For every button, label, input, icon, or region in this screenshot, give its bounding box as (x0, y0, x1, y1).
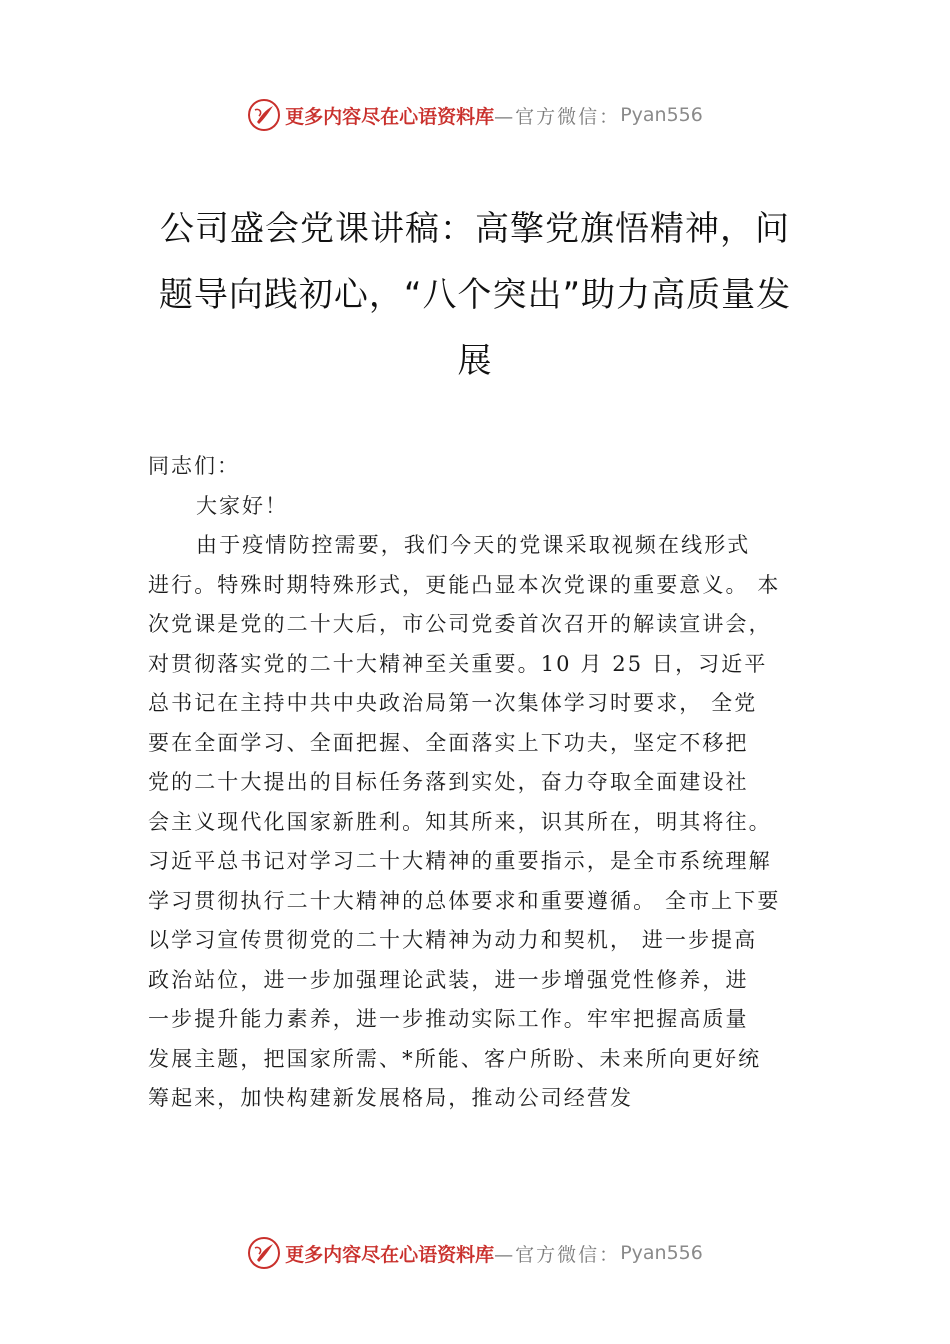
body-paragraph (148, 526, 828, 1119)
body-line: 要在全面学习、全面把握、全面落实上下功夫，坚定不移把 (148, 730, 749, 755)
header-watermark (0, 95, 950, 135)
ink-brush-seal-icon (247, 98, 281, 132)
body-line: 发展主题，把国家所需、*所能、客户所盼、未来所向更好统 (148, 1046, 762, 1071)
body-line: 会主义现代化国家新胜利。知其所来，识其所在，明其将往。 (148, 809, 772, 834)
body-line: 以学习宣传贯彻党的二十大精神为动力和契机， 进一步提高 (148, 928, 758, 952)
body-line: 进行。特殊时期特殊形式，更能凸显本次党课的重要意义。 本 (148, 572, 781, 597)
body-line: 次党课是党的二十大后，市公司党委首次召开的解读宣讲会， (148, 612, 772, 636)
greeting: 大家好！ (196, 494, 288, 518)
ink-brush-seal-icon (247, 1236, 281, 1270)
body-line: 一步提升能力素养，进一步推动实际工作。牢牢把握高质量 (148, 1007, 749, 1031)
watermark-wechat-label: —官方微信： (494, 105, 621, 128)
watermark-label: 更多内容尽在心语资料库 (285, 105, 495, 128)
document-title: 公司盛会党课讲稿：高擎党旗悟精神，问题导向践初心，“八个突出”助力高质量发展 (158, 209, 792, 381)
watermark-label: 更多内容尽在心语资料库 (285, 1243, 495, 1266)
body-line: 政治站位，进一步加强理论武装，进一步增强党性修养，进 (148, 967, 749, 992)
watermark-wechat-id: Pyan556 (620, 1242, 703, 1264)
body-line: 对贯彻落实党的二十大精神至关重要。10 月 25 日，习近平 (148, 651, 768, 676)
footer-watermark (0, 1233, 950, 1273)
body-line: 由于疫情防控需要，我们今天的党课采取视频在线形式 (196, 533, 751, 557)
body-line: 学习贯彻执行二十大精神的总体要求和重要遵循。 全市上下要 (148, 888, 781, 913)
body-line: 习近平总书记对学习二十大精神的重要指示，是全市系统理解 (148, 849, 772, 873)
salutation: 同志们： (148, 454, 240, 478)
watermark-wechat-id: Pyan556 (620, 104, 703, 126)
watermark-wechat-label: —官方微信： (494, 1243, 621, 1266)
body-line: 总书记在主持中共中央政治局第一次集体学习时要求， 全党 (148, 691, 758, 715)
body-line: 筹起来，加快构建新发展格局，推动公司经营发 (148, 1086, 634, 1110)
body-line: 党的二十大提出的目标任务落到实处，奋力夺取全面建设社 (148, 770, 749, 794)
